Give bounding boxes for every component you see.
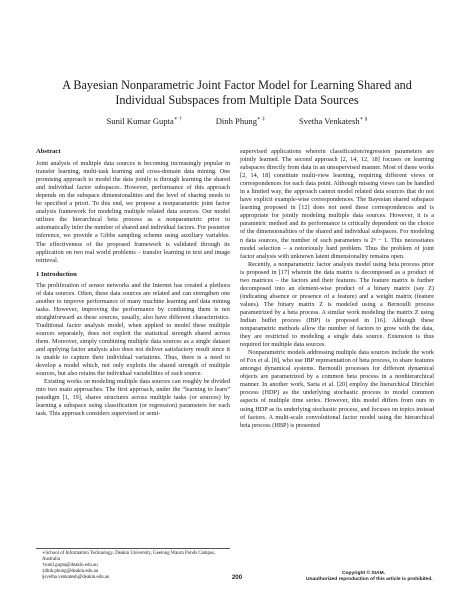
- paper-title: A Bayesian Nonparametric Joint Factor Model for Learning Shared and Individual Subspaces from Multiple Data Sources: [62, 78, 412, 107]
- footnote: §svetha.venkatesh@deakin.edu.au: [42, 575, 110, 581]
- author-marks: ∗ §: [359, 116, 368, 123]
- paragraph: Nonparametric models addressing multiple data sources include the work of Fox et al. [8], who use IBP representation of beta process, to share features amongst dynamical systems. Bernoulli processes for different dynamical objects are parametrized by a common beta process in a nonhierarchical manner. In another work, Saria et al. [20] employ the hierarchical Dirichlet process (HDP) as the underlying stochastic process to model common aspects of multiple time series. However, this model differs from ours in using HDP as its underlying stochastic process, and focuses on topics instead of factors. A multi-scale convolutional factor model using the hierarchical beta process (HBP) is presented: [240, 349, 434, 429]
- left-column: [36, 148, 230, 419]
- author: Sunil Kumar Gupta∗ †: [106, 116, 182, 126]
- abstract-heading: Abstract: [36, 148, 61, 155]
- paragraph: Existing works on modeling multiple data sources can roughly be divided into two main approaches. The first approach, under the “learning to learn” paradigm [1, 19], shares structures across multiple tasks (or sources) by learning a subspace using classification (or regression) parameters for each task. This approach considers supervised or semi-: [36, 378, 230, 418]
- author: Svetha Venkatesh∗ §: [298, 116, 368, 126]
- footnote: †sunil.gupta@deakin.edu.au: [42, 563, 98, 569]
- footnote: ‡dinh.phung@deakin.edu.au: [42, 569, 99, 575]
- paragraph: The proliferation of sensor networks and the Internet has created a plethora of data sources. Often, these data sources are related and can strengthen one another to improve performance of many machine learning and data mining tasks. However, improving the performance by combining them is not straightforward as these sources, usually, also have different characteristics. Traditional factor analysis model, when applied to model these multiple sources separately, does not exploit the statistical strength shared across them. Moreover, simply combining multiple data sources as a single dataset and applying factor analysis also does not deliver satisfactory result since it is unable to capture their individual variations. Thus, there is a need to develop a model which, not only exploits the shared strength of multiple sources, but also retains the individual variabilities of each source.: [36, 281, 230, 378]
- copyright-notice: [306, 571, 466, 584]
- right-column: [240, 148, 434, 430]
- footnote: ∗School of Information Technology, Deakin University, Geelong Waurn Ponds Campus, Australia: [42, 551, 216, 563]
- abstract-text: Joint analysis of multiple data sources is becoming increasingly popular in transfer learning, multi-task learning and cross-domain data mining. One promising approach to model the data jointly is through learning the shared and individual factor subspaces. However, performance of this approach depends on the subspace dimensionalities and the level of sharing needs to be specified a priori. To this end, we propose a nonparametric joint factor analysis framework for modeling multiple related data sources. Our model utilizes the hierarchical beta process as a nonparametric prior to automatically infer the number of shared and individual factors. For posterior inference, we provide a Gibbs sampling scheme using auxiliary variables. The effectiveness of the proposed framework is validated through its application on two real world problems – transfer learning in text and image retrieval.: [36, 160, 230, 264]
- author-marks: ∗ ‡: [257, 116, 265, 123]
- paragraph: Recently, a nonparametric factor analysis model using beta process prior is proposed in [17] wherein the data matrix is decomposed as a product of two matrices – the factors and their features. The feature matrix is further decomposed into an element-wise product of a binary matrix (say Z) (indicating absence or presence of a feature) and a weight matrix (feature values). The binary matrix Z is modeled using a Bernoulli process parametrized by a beta process. A similar work modeling the matrix Z using Indian buffet process (IBP) is proposed in [16]. Although these nonparametric methods allow the number of factors to grow with the data, they are restricted to modeling a single data source. Extension is thus required for multiple data sources.: [240, 260, 434, 349]
- author-list: [40, 116, 434, 126]
- intro-heading: 1 Introduction: [36, 270, 77, 278]
- author-marks: ∗ †: [173, 116, 182, 123]
- footnotes: [36, 548, 230, 581]
- copyright-line: Copyright © SIAM.: [342, 571, 385, 576]
- page-number: 200: [231, 574, 243, 581]
- copyright-line: Unauthorized reproduction of this article is prohibited.: [306, 577, 433, 583]
- author: Dinh Phung∗ ‡: [215, 116, 265, 126]
- paragraph: supervised applications wherein classification/regression parameters are jointly learned. The second approach [2, 14, 12, 18] focuses on learning subspaces directly from data in an unsupervised manner. Most of these works [2, 14, 18] constitute multi-view learning, requiring different views or correspondences for each data point. Although missing views can be handled in a limited way, the approach cannot model related data sources that do not have explicit example-wise correspondences. The Bayesian shared subspace learning proposed in [12] does not need these correspondences and is appropriate for jointly modeling multiple data sources. However, it is a parametric method and its performance is critically dependent on the choice of the dimensionalities of the shared and individual subspaces. For modeling n data sources, the number of such parameters is 2ⁿ − 1. This necessitates model selection – a notoriously hard problem. Thus the problem of joint factor analysis with unknown latent dimensionality remains open.: [240, 148, 434, 260]
